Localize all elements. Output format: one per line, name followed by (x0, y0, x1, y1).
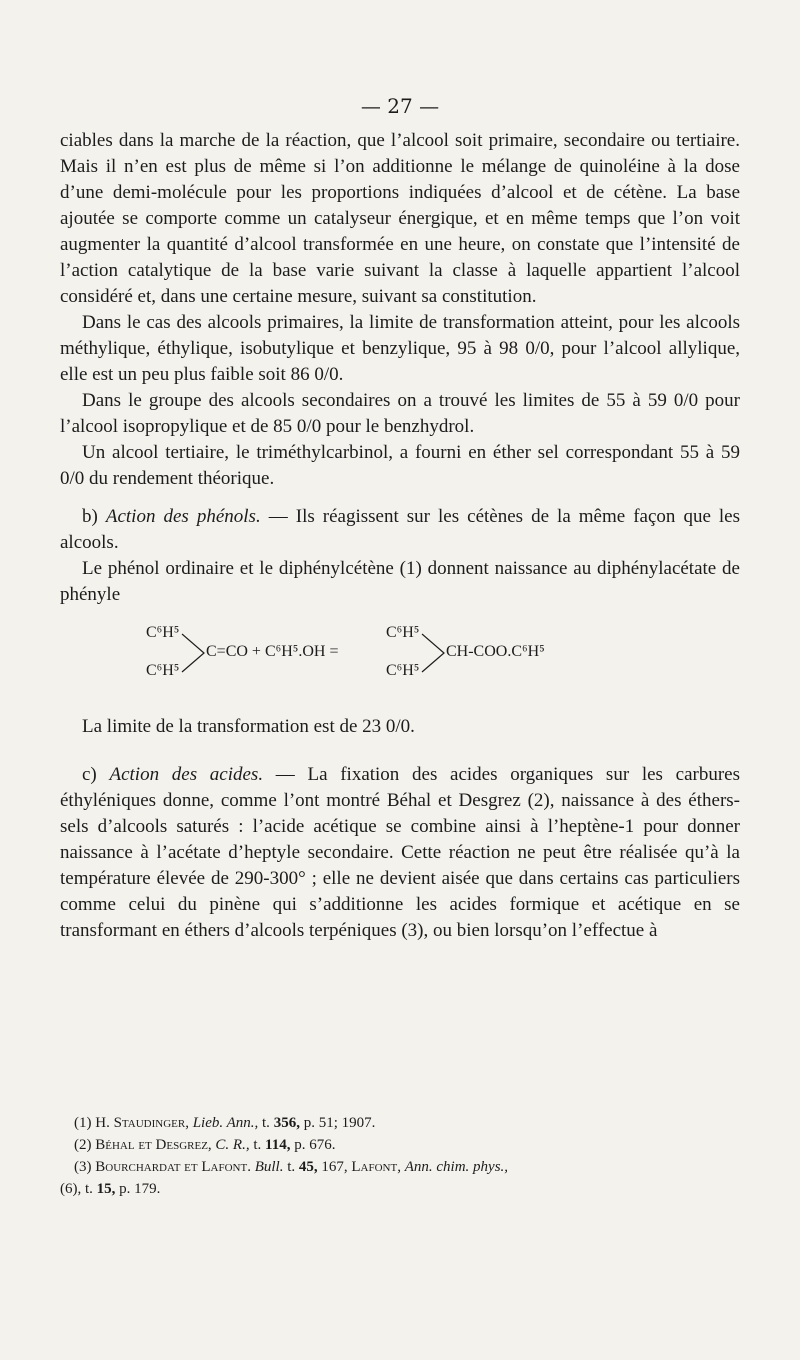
footnote-2-volume: 114, (265, 1137, 291, 1153)
footnote-3-number: (3) (74, 1159, 92, 1175)
equation-middle: C=CO + C⁶H⁵.OH = (206, 643, 339, 660)
footnote-1-vol-prefix: t. (262, 1115, 270, 1131)
footnote-2 (60, 1134, 740, 1156)
paragraph-continuation: ciables dans la marche de la réaction, que l’alcool soit primaire, secondaire ou tertiaire. Mais il n’en est plus de même si l’on additionne le mélange de quinoléine à la dose d’une demi-molécule pour les proportions indiquées d’alcool et de cétène. La base ajoutée se comporte comme un catalyseur énergique, et en même temps que l’on voit augmenter la quantité d’alcool transformée en une heure, on constate que l’intensité de l’action catalytique de la base varie suivant la classe à laquelle appartient l’alcool considéré et, dans une certaine mesure, suivant sa constitution. (60, 130, 740, 307)
footnote-3-series: (6), (60, 1181, 82, 1197)
footnote-3-journal-1: Bull. (254, 1159, 284, 1175)
footnote-3-vol-prefix-2: t. (85, 1181, 93, 1197)
footnote-2-pages: p. 676. (294, 1137, 336, 1153)
section-c-paragraph (60, 762, 740, 944)
footnote-3-pages: p. 179. (119, 1181, 161, 1197)
footnote-1-journal: Lieb. Ann., (192, 1115, 259, 1131)
footnote-2-journal: C. R., (215, 1137, 250, 1153)
section-b-text: — Ils réagissent sur les cétènes de la même façon que les alcools. (60, 506, 741, 553)
section-c-label: c) (82, 764, 97, 785)
paragraph-secondary-alcohols: Dans le groupe des alcools secondaires on a trouvé les limites de 55 à 59 0/0 pour l’alcool isopropylique et de 85 0/0 pour le benzhydrol. (60, 390, 740, 437)
page-number: — 27 — (360, 94, 440, 118)
footnote-1-author: H. Staudinger, (95, 1115, 189, 1131)
footnote-3-vol-prefix-1: t. (287, 1159, 296, 1175)
section-b-label: b) (82, 506, 98, 527)
paragraph-phenol: Le phénol ordinaire et le diphénylcétène (1) donnent naissance au diphénylacétate de phényle (60, 558, 740, 605)
footnote-3-author-1: Bourchardat et Lafont. (95, 1159, 251, 1175)
section-c-title: Action des acides. (109, 764, 264, 785)
equation-product: CH-COO.C⁶H⁵ (446, 643, 545, 660)
footnote-3-continuation (60, 1178, 740, 1200)
section-b-paragraph (60, 504, 740, 556)
equation-lower-right: C⁶H⁵ (386, 662, 420, 679)
equation-upper-right: C⁶H⁵ (386, 624, 420, 641)
section-b-title: Action des phénols. (105, 506, 261, 527)
footnote-3-journal-2: Ann. chim. phys., (404, 1159, 509, 1175)
paragraph-limit: La limite de la transformation est de 23 0/0. (82, 716, 415, 737)
body-text (60, 128, 740, 944)
chemical-equation (60, 620, 740, 704)
footnote-3-volume-2: 15, (96, 1181, 116, 1197)
equation-lower-left: C⁶H⁵ (146, 662, 180, 679)
footnote-2-vol-prefix: t. (253, 1137, 262, 1153)
footnote-3-volume-1: 45, (298, 1159, 318, 1175)
footnote-2-author: Béhal et Desgrez, (95, 1137, 212, 1153)
footnote-1-pages: p. 51; 1907. (303, 1115, 376, 1131)
paragraph-primary-alcohols: Dans le cas des alcools primaires, la limite de transformation atteint, pour les alcools méthylique, éthylique, isobutylique et benzylique, 95 à 98 0/0, pour l’alcool allylique, elle est un peu plus faible soit 86 0/0. (60, 312, 740, 385)
equation-upper-left: C⁶H⁵ (146, 624, 180, 641)
paragraph-tertiary-alcohol: Un alcool tertiaire, le triméthylcarbinol, a fourni en éther sel correspondant 55 à 59 0/0 du rendement théorique. (60, 442, 740, 489)
footnote-1-number: (1) (74, 1115, 92, 1131)
footnote-3-author-2: Lafont, (351, 1159, 401, 1175)
footnotes (60, 1112, 740, 1200)
section-c-text: — La fixation des acides organiques sur les carbures éthyléniques donne, comme l’ont montré Béhal et Desgrez (2), naissance à des éthers-sels d’alcools saturés : l’acide acétique se combine ainsi à l’heptène-1 pour donner naissance à l’acétate d’heptyle secondaire. Cette réaction ne peut être réalisée qu’à la température élevée de 290-300° ; elle ne devient aisée que dans certains cas particuliers comme celui du pinène qui s’additionne les acides formique et acétique en se transformant en éthers d’alcools terpéniques (3), ou bien lorsqu’on l’effectue à (60, 764, 740, 941)
footnote-1-volume: 356, (273, 1115, 300, 1131)
footnote-2-number: (2) (74, 1137, 92, 1153)
footnote-3 (60, 1156, 740, 1178)
footnote-1 (60, 1112, 740, 1134)
footnote-3-page-1: 167, (321, 1159, 348, 1175)
